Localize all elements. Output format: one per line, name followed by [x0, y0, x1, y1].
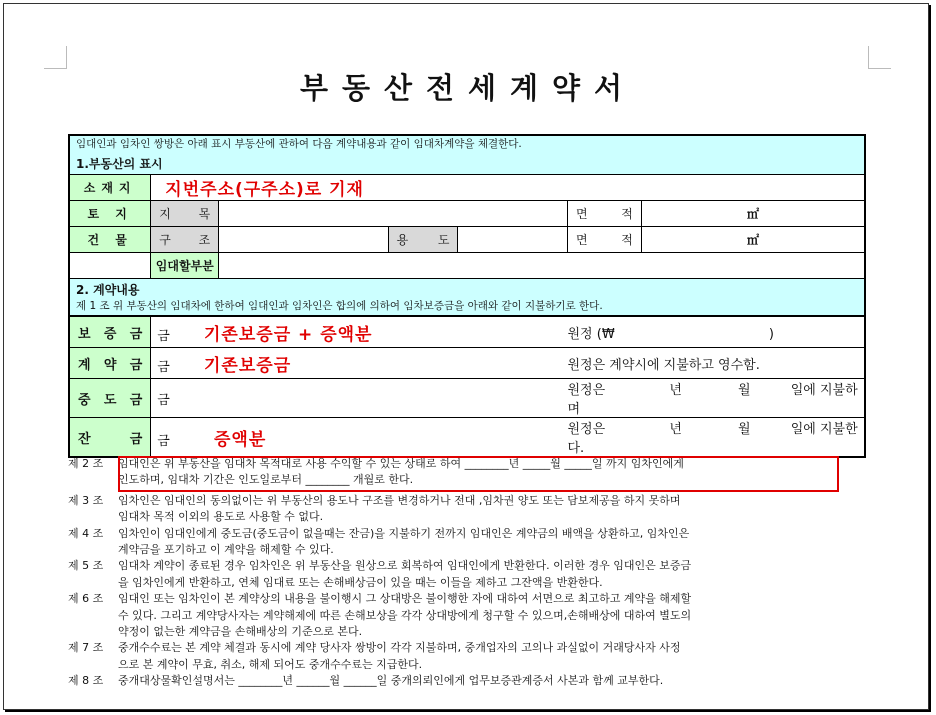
deposit-label: 보 증 금: [69, 316, 151, 348]
balance-prefix: 금: [157, 433, 170, 449]
clause-number: 제 7 조: [68, 641, 104, 655]
land-area-field[interactable]: [641, 201, 865, 227]
clause-number: 제 3 조: [68, 493, 104, 507]
down-payment-won: 원정은 계약시에 지불하고 영수함.: [568, 348, 866, 379]
clause-line: 임대인 또는 임차인이 본 계약상의 내용을 불이행시 그 상대방은 불이행한 자에 대하여 서면으로 최고하고 계약을 해제할: [118, 592, 692, 606]
use-label: 용 도: [388, 227, 458, 253]
clause-line: 임차인은 임대인의 동의없이는 위 부동산의 용도나 구조를 변경하거나 전대 ,임차권 양도 또는 담보제공을 하지 못하며: [118, 493, 681, 507]
structure-label: 구 조: [151, 227, 219, 253]
clause-3: [68, 493, 868, 526]
balance-field[interactable]: [151, 418, 568, 458]
clause-number: 제 2 조: [68, 457, 104, 470]
interim-suffix: 원정은: [567, 383, 606, 398]
down-payment-note: 기존보증금: [204, 355, 292, 376]
clause-line: 수 있다. 그리고 계약당사자는 계약해제에 따른 손해보상을 각각 상대방에게 청구할 수 있으며,손해배상에 대하여 별도의: [118, 608, 692, 622]
interim-end: 일에 지불하며: [567, 383, 858, 417]
clause-8: [68, 673, 868, 689]
land-label: 토 지: [69, 201, 151, 227]
use-field[interactable]: [458, 227, 568, 253]
balance-end: 일에 지불한다.: [567, 422, 858, 456]
clause-number: 제 5 조: [68, 559, 104, 573]
deposit-tail: ): [768, 326, 774, 342]
clause-line: 중개수수료는 본 계약 체결과 동시에 계약 당사자 쌍방이 각각 지불하며, 중개업자의 고의나 과실없이 거래당사자 사정: [118, 641, 681, 655]
interim-label: 중 도 금: [69, 379, 151, 418]
down-payment-prefix: 금: [157, 359, 170, 375]
interim-month: 월: [738, 383, 751, 398]
building-label: 건 물: [69, 227, 151, 253]
clause-line: 임차인이 임대인에게 중도금(중도금이 없을때는 잔금)을 지불하기 전까지 임대인은 계약금의 배액을 상환하고, 임차인은: [118, 526, 690, 540]
building-area-label: 면 적: [568, 227, 642, 253]
rental-field[interactable]: [219, 253, 865, 279]
interim-year: 년: [669, 383, 682, 398]
clause-line: 임대인은 위 부동산을 임대차 목적대로 사용 수익할 수 있는 상태로 하여 ________년 _____월 _____일 까지 임차인에게: [118, 457, 684, 470]
clause-4: [68, 526, 868, 559]
interim-won: [568, 379, 866, 418]
location-label: 소재지: [69, 175, 151, 201]
document-title: 부동산전세계약서: [299, 71, 637, 105]
clause-line: 으로 본 계약이 무효, 취소, 해제 되어도 중개수수료는 지급한다.: [118, 657, 423, 671]
intro-block: [69, 135, 865, 175]
down-payment-field[interactable]: [151, 348, 568, 379]
clause-6: [68, 591, 868, 640]
intro-text: 임대인과 임차인 쌍방은 아래 표시 부동산에 관하여 다음 계약내용과 같이 임대차계약을 체결한다.: [76, 138, 522, 150]
section1-heading: 1.부동산의 표시: [76, 157, 163, 171]
clause-number: 제 4 조: [68, 526, 104, 540]
clause-line: 임대차 계약이 종료된 경우 임차인은 위 부동산을 원상으로 회복하여 임대인에게 반환한다. 이러한 경우 임대인은 보증금: [118, 559, 692, 573]
deposit-suffix: 원정 (₩: [567, 326, 615, 342]
clause-5: [68, 558, 868, 591]
section2-block: [69, 279, 865, 317]
interim-field[interactable]: [151, 379, 568, 418]
location-field[interactable]: [151, 175, 865, 201]
balance-note: 증액분: [214, 429, 267, 450]
clause-line: 을 임차인에게 반환하고, 연체 임대료 또는 손해배상금이 있을 때는 이들을 제하고 그잔액을 반환한다.: [118, 575, 603, 589]
structure-field[interactable]: [219, 227, 388, 253]
clause-line: 임대차 목적 이외의 용도로 사용할 수 없다.: [118, 510, 324, 524]
rental-spacer: [69, 253, 151, 279]
category-field[interactable]: [219, 201, 568, 227]
interim-prefix: 금: [157, 392, 170, 408]
clause-line: 인도하며, 임대차 기간은 인도일로부터 ________ 개월로 한다.: [118, 473, 414, 487]
highlight-box: [118, 456, 839, 492]
deposit-note: 기존보증금 + 증액분: [204, 324, 373, 345]
category-label: 지 목: [151, 201, 219, 227]
building-area-unit: ㎡: [746, 233, 759, 247]
section2-note: 제 1 조 위 부동산의 임대차에 한하여 임대인과 임차인은 합의에 의하여 임차보증금을 아래와 같이 지불하기로 한다.: [76, 300, 603, 312]
location-note: 지번주소(구주소)로 기재: [165, 180, 364, 200]
clause-line: 계약금을 포기하고 이 계약을 해제할 수 있다.: [118, 543, 334, 557]
clause-number: 제 6 조: [68, 592, 104, 606]
rental-label: 임대할부분: [151, 253, 219, 279]
land-area-unit: ㎡: [746, 207, 759, 221]
land-area-label: 면 적: [568, 201, 642, 227]
down-payment-label: 계 약 금: [69, 348, 151, 379]
deposit-prefix: 금: [157, 328, 170, 344]
balance-year: 년: [669, 422, 682, 437]
section2-heading: 2. 계약내용: [76, 283, 140, 297]
balance-month: 월: [738, 422, 751, 437]
balance-won: [568, 418, 866, 458]
deposit-won: [568, 316, 866, 348]
clause-7: [68, 640, 868, 673]
clause-number: 제 8 조: [68, 674, 104, 688]
deposit-field[interactable]: [151, 316, 568, 348]
clause-line: 약정이 없는한 계약금을 손해배상의 기준으로 본다.: [118, 625, 363, 639]
contract-form: [68, 134, 866, 458]
building-area-field[interactable]: [641, 227, 865, 253]
balance-suffix: 원정은: [567, 422, 606, 437]
clause-line: 중개대상물확인설명서는 ________년 ______월 ______일 중개의뢰인에게 업무보증관계증서 사본과 함께 교부한다.: [118, 674, 664, 688]
balance-label: 잔 금: [69, 418, 151, 458]
